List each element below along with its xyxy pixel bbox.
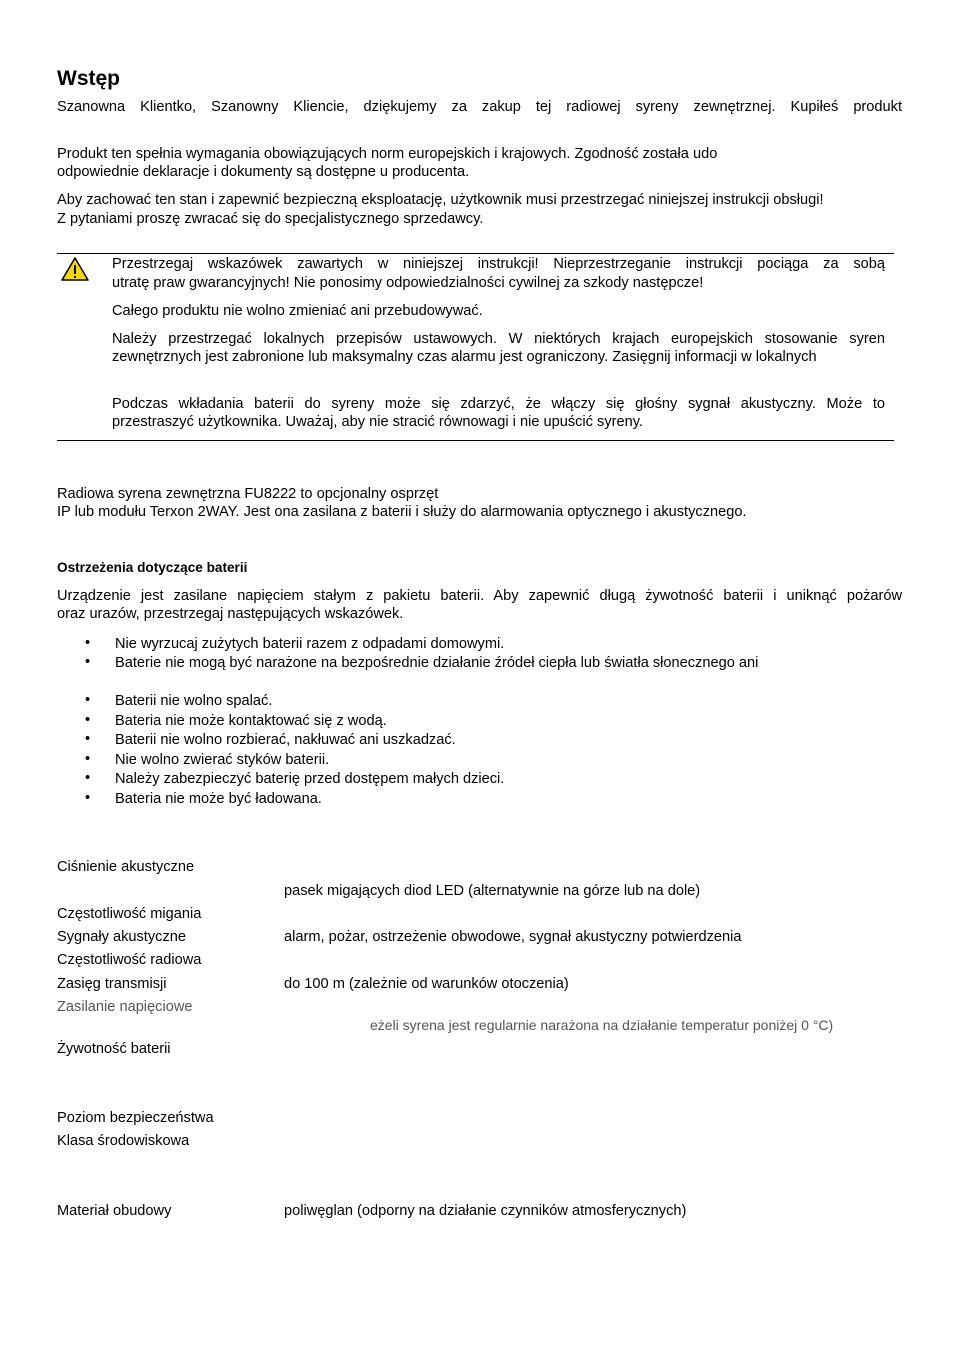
warning-text-1-line-2: utratę praw gwarancyjnych! Nie ponosimy odpowiedzialności cywilnej za szkody następcze!	[112, 275, 704, 291]
warning-text-4-line-1: Podczas wkładania baterii do syreny może się zdarzyć, że włączy się głośny sygnał akustyczny. Może to	[112, 396, 885, 412]
warning-text-3-line-1: Należy przestrzegać lokalnych przepisów ustawowych. W niektórych krajach europejskich stosowanie syren	[112, 331, 885, 347]
page-title: Wstęp	[57, 67, 120, 90]
warning-box-top-rule	[57, 253, 894, 254]
intro-paragraph-1: Szanowna Klientko, Szanowny Kliencie, dziękujemy za zakup tej radiowej syreny zewnętrznej. Kupiłeś produkt	[57, 99, 902, 115]
intro-paragraph-3-line-1: Aby zachować ten stan i zapewnić bezpieczną eksploatację, użytkownik musi przestrzegać niniejszej instrukcji obsługi!	[57, 192, 824, 208]
spec-value-range: do 100 m (zależnie od warunków otoczenia)	[284, 976, 569, 992]
warning-box-bottom-rule	[57, 440, 894, 441]
bullet-marker: •	[85, 790, 91, 806]
list-item: Należy zabezpieczyć baterię przed dostępem małych dzieci.	[115, 771, 505, 787]
spec-label-housing-material: Materiał obudowy	[57, 1203, 172, 1219]
spec-note-power-supply: eżeli syrena jest regularnie narażona na działanie temperatur poniżej 0 °C)	[370, 1017, 834, 1033]
list-item: Bateria nie może być ładowana.	[115, 791, 322, 807]
bullet-marker: •	[85, 654, 91, 670]
list-item: Bateria nie może kontaktować się z wodą.	[115, 713, 387, 729]
spec-label-environmental-class: Klasa środowiskowa	[57, 1133, 190, 1149]
warning-text-3-line-2: zewnętrznych jest zabronione lub maksymalny czas alarmu jest ograniczony. Zasięgnij informacji w lokalnych	[112, 349, 817, 365]
bullet-marker: •	[85, 692, 91, 708]
warning-triangle-icon	[60, 256, 90, 282]
list-item: Baterie nie mogą być narażone na bezpośrednie działanie źródeł ciepła lub światła słonecznego ani	[115, 655, 759, 671]
spec-label-sound-pressure: Ciśnienie akustyczne	[57, 859, 195, 875]
list-item: Nie wolno zwierać styków baterii.	[115, 752, 330, 768]
intro-paragraph-2-line-1: Produkt ten spełnia wymagania obowiązujących norm europejskich i krajowych. Zgodność została udo	[57, 146, 718, 162]
spec-value-acoustic-signals: alarm, pożar, ostrzeżenie obwodowe, sygnał akustyczny potwierdzenia	[284, 929, 742, 945]
bullet-marker: •	[85, 712, 91, 728]
intro-paragraph-3-line-2: Z pytaniami proszę zwracać się do specjalistycznego sprzedawcy.	[57, 211, 484, 227]
battery-intro-line-1: Urządzenie jest zasilane napięciem stałym z pakietu baterii. Aby zapewnić długą żywotność baterii i uniknąć pożarów	[57, 588, 902, 604]
warning-text-1-line-1: Przestrzegaj wskazówek zawartych w niniejszej instrukcji! Nieprzestrzeganie instrukcji pociąga za sobą	[112, 256, 885, 272]
battery-intro-line-2: oraz urazów, przestrzegaj następujących wskazówek.	[57, 606, 404, 622]
list-item: Nie wyrzucaj zużytych baterii razem z odpadami domowymi.	[115, 636, 505, 652]
description-line-2: IP lub modułu Terxon 2WAY. Jest ona zasilana z baterii i służy do alarmowania optycznego i akustycznego.	[57, 504, 747, 520]
warning-text-2: Całego produktu nie wolno zmieniać ani przebudowywać.	[112, 303, 483, 319]
spec-label-battery-life: Żywotność baterii	[57, 1041, 171, 1057]
list-item: Baterii nie wolno rozbierać, nakłuwać ani uszkadzać.	[115, 732, 456, 748]
warning-text-4-line-2: przestraszyć użytkownika. Uważaj, aby nie stracić równowagi i nie upuścić syreny.	[112, 414, 643, 430]
spec-label-radio-frequency: Częstotliwość radiowa	[57, 952, 202, 968]
spec-label-range: Zasięg transmisji	[57, 976, 167, 992]
spec-value-housing-material: poliwęglan (odporny na działanie czynników atmosferycznych)	[284, 1203, 687, 1219]
bullet-marker: •	[85, 751, 91, 767]
bullet-marker: •	[85, 731, 91, 747]
bullet-marker: •	[85, 635, 91, 651]
spec-value-led: pasek migających diod LED (alternatywnie na górze lub na dole)	[284, 883, 701, 899]
description-line-1: Radiowa syrena zewnętrzna FU8222 to opcjonalny osprzęt	[57, 486, 439, 502]
bullet-marker: •	[85, 770, 91, 786]
spec-label-power-supply: Zasilanie napięciowe	[57, 999, 193, 1015]
spec-label-acoustic-signals: Sygnały akustyczne	[57, 929, 186, 945]
list-item: Baterii nie wolno spalać.	[115, 693, 273, 709]
battery-heading: Ostrzeżenia dotyczące baterii	[57, 560, 248, 575]
intro-paragraph-2-line-2: odpowiednie deklaracje i dokumenty są dostępne u producenta.	[57, 164, 470, 180]
spec-label-flash-frequency: Częstotliwość migania	[57, 906, 202, 922]
spec-label-security-level: Poziom bezpieczeństwa	[57, 1110, 214, 1126]
